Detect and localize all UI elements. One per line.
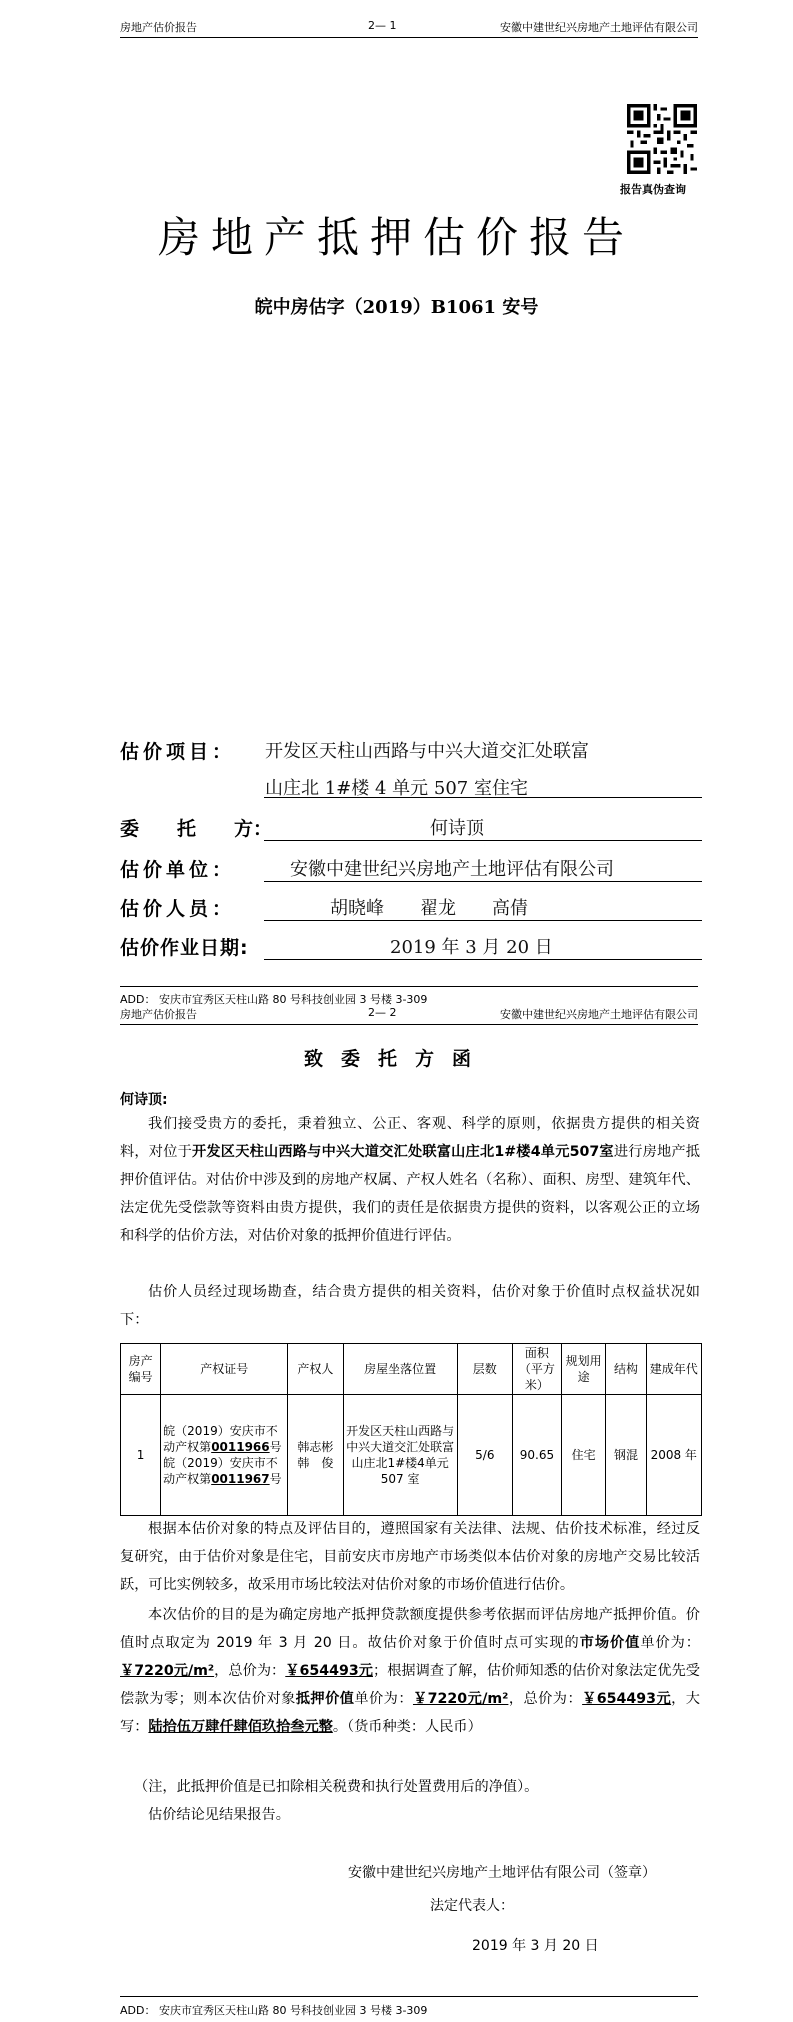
col-header: 房产编号 (121, 1344, 161, 1395)
qr-code-icon (627, 104, 697, 174)
letter-title: 致委托方函 (303, 1048, 489, 1070)
staff-label: 估价人员： (120, 898, 236, 920)
page1-footer-rule (120, 986, 698, 987)
date-label: 估价作业日期: (120, 937, 249, 959)
market-total-price: ￥654493元 (285, 1663, 373, 1679)
header-right: 安徽中建世纪兴房地产土地评估有限公司 (500, 1008, 698, 1021)
paragraph-method: 根据本估价对象的特点及评估目的，遵照国家有关法律、法规、估价技术标准，经过反复研究，由于估价对象是住宅，目前安庆市房地产市场类似本估价对象的房地产交易比较活跃，可比实例较多，故采用市场比较法对估价对象的市场价值进行估价。 (120, 1521, 700, 1593)
p1-text-a: 我们接受贵方的委托，秉着独立、公正、客观、科学的原则，依据贵方提供的相关资料，对位于 (120, 1116, 700, 1160)
cell-area: 90.65 (512, 1395, 561, 1516)
cell-structure: 钢混 (606, 1395, 646, 1516)
signature-representative: 法定代表人： (430, 1898, 514, 1914)
cert-2-number: 0011967 (211, 1472, 270, 1486)
mortgage-value-label: 抵押价值 (295, 1691, 355, 1707)
staff-value: 胡晓峰 翟龙 高倩 (330, 898, 528, 919)
paragraph-note: （注，此抵押价值是已扣除相关税费和执行处置费用后的净值）。 (134, 1779, 539, 1795)
paragraph-valuation (120, 1601, 700, 1741)
client-underline (264, 840, 702, 841)
p4-text: 。（货币种类：人民币） (332, 1719, 482, 1735)
cert-2-suffix: 号 (269, 1472, 282, 1486)
date-underline (264, 959, 702, 960)
cell-year: 2008 年 (646, 1395, 701, 1516)
cell-floors: 5/6 (457, 1395, 512, 1516)
signature-company: 安徽中建世纪兴房地产土地评估有限公司（签章） (348, 1865, 656, 1881)
p4-text: 本次估价的目的是为确定房地产抵押贷款额度提供参考依据而评估房地产抵押价值。价值时点取定为 2019 年 3 月 20 日。故估价对象于价值时点可实现的 (120, 1607, 700, 1651)
cell-usage: 住宅 (561, 1395, 606, 1516)
col-header: 建成年代 (646, 1344, 701, 1395)
project-value-line1: 开发区天柱山西路与中兴大道交汇处联富 (265, 741, 589, 762)
project-underline (264, 797, 702, 798)
cell-cert (161, 1395, 288, 1516)
cell-owner: 韩志彬 韩 俊 (288, 1395, 343, 1516)
date-value: 2019 年 3 月 20 日 (390, 937, 553, 958)
report-number: 皖中房估字（2019）B1061 安号 (254, 297, 539, 318)
market-unit-price: ￥7220元/m² (120, 1663, 215, 1679)
cell-location: 开发区天柱山西路与中兴大道交汇处联富山庄北1#楼4单元 507 室 (343, 1395, 457, 1516)
header-page-number: 2— 2 (368, 1006, 397, 1019)
unit-underline (264, 881, 702, 882)
staff-underline (264, 920, 702, 921)
col-header: 房屋坐落位置 (343, 1344, 457, 1395)
salutation: 何诗顶: (120, 1092, 168, 1108)
paragraph-conclusion: 估价结论见结果报告。 (148, 1807, 290, 1823)
mortgage-unit-price: ￥7220元/m² (412, 1691, 509, 1707)
table-header-row (121, 1344, 702, 1395)
cert-1-prefix: 皖（2019）安庆市不动产权第 (163, 1424, 278, 1454)
property-table (120, 1343, 702, 1516)
col-header: 产权人 (288, 1344, 343, 1395)
table-row (121, 1395, 702, 1516)
signature-date: 2019 年 3 月 20 日 (472, 1938, 599, 1954)
col-header: 结构 (606, 1344, 646, 1395)
cert-2-prefix: 皖（2019）安庆市不动产权第 (163, 1456, 278, 1486)
report-title: 房地产抵押估价报告 (157, 213, 635, 262)
page2-header (120, 1002, 698, 1025)
p4-text: 单价为： (354, 1691, 413, 1707)
header-page-number: 2— 1 (368, 19, 397, 32)
col-header: 规划用途 (561, 1344, 606, 1395)
unit-value: 安徽中建世纪兴房地产土地评估有限公司 (290, 859, 614, 880)
project-value-line2: 山庄北 1#楼 4 单元 507 室住宅 (265, 778, 528, 799)
page2-footer-rule (120, 1996, 698, 1997)
mortgage-total-price: ￥654493元 (582, 1691, 672, 1707)
client-label: 委 托 方： (120, 818, 273, 840)
header-left: 房地产估价报告 (120, 1008, 197, 1021)
p4-text: ，大写： (120, 1691, 700, 1735)
unit-label: 估价单位： (120, 859, 236, 881)
cert-1-number: 0011966 (211, 1440, 270, 1454)
cell-no: 1 (121, 1395, 161, 1516)
p1-text-b: 进行房地产抵押价值评估。对估价中涉及到的房地产权属、产权人姓名（名称）、面积、房型、建筑年代、法定优先受偿款等资料由贵方提供，我们的责任是依据贵方提供的资料，以客观公正的立场和科学的估价方法，对估价对象的抵押价值进行评估。 (120, 1144, 700, 1244)
amount-in-words: 陆拾伍万肆仟肆佰玖拾叁元整 (148, 1719, 333, 1735)
project-label: 估价项目： (120, 741, 236, 763)
col-header: 面积（平方米） (512, 1344, 561, 1395)
header-right: 安徽中建世纪兴房地产土地评估有限公司 (500, 21, 698, 34)
paragraph-commission (120, 1110, 700, 1250)
col-header: 产权证号 (161, 1344, 288, 1395)
p4-text: ，总价为： (214, 1663, 286, 1679)
col-header: 层数 (457, 1344, 512, 1395)
page2-footer: ADD： 安庆市宜秀区天柱山路 80 号科技创业园 3 号楼 3-309 (120, 2004, 428, 2017)
paragraph-survey: 估价人员经过现场勘查，结合贵方提供的相关资料，估价对象于价值时点权益状况如下： (120, 1284, 700, 1328)
p4-text: ，总价为： (508, 1691, 583, 1707)
p4-text: 单价为： (640, 1635, 700, 1651)
page1-footer: ADD： 安庆市宜秀区天柱山路 80 号科技创业园 3 号楼 3-309 (120, 993, 428, 1006)
market-value-label: 市场价值 (579, 1635, 641, 1651)
property-address-bold: 开发区天柱山西路与中兴大道交汇处联富山庄北1#楼4单元507室 (192, 1144, 614, 1160)
header-left: 房地产估价报告 (120, 21, 197, 34)
client-value: 何诗顶 (430, 818, 484, 839)
cert-1-suffix: 号 (269, 1440, 282, 1454)
p4-text: ；根据调查了解，估价师知悉的估价对象法定优先受偿款为零；则本次估价对象 (120, 1663, 700, 1707)
qr-caption: 报告真伪查询 (620, 183, 686, 196)
page1-header (120, 15, 698, 38)
